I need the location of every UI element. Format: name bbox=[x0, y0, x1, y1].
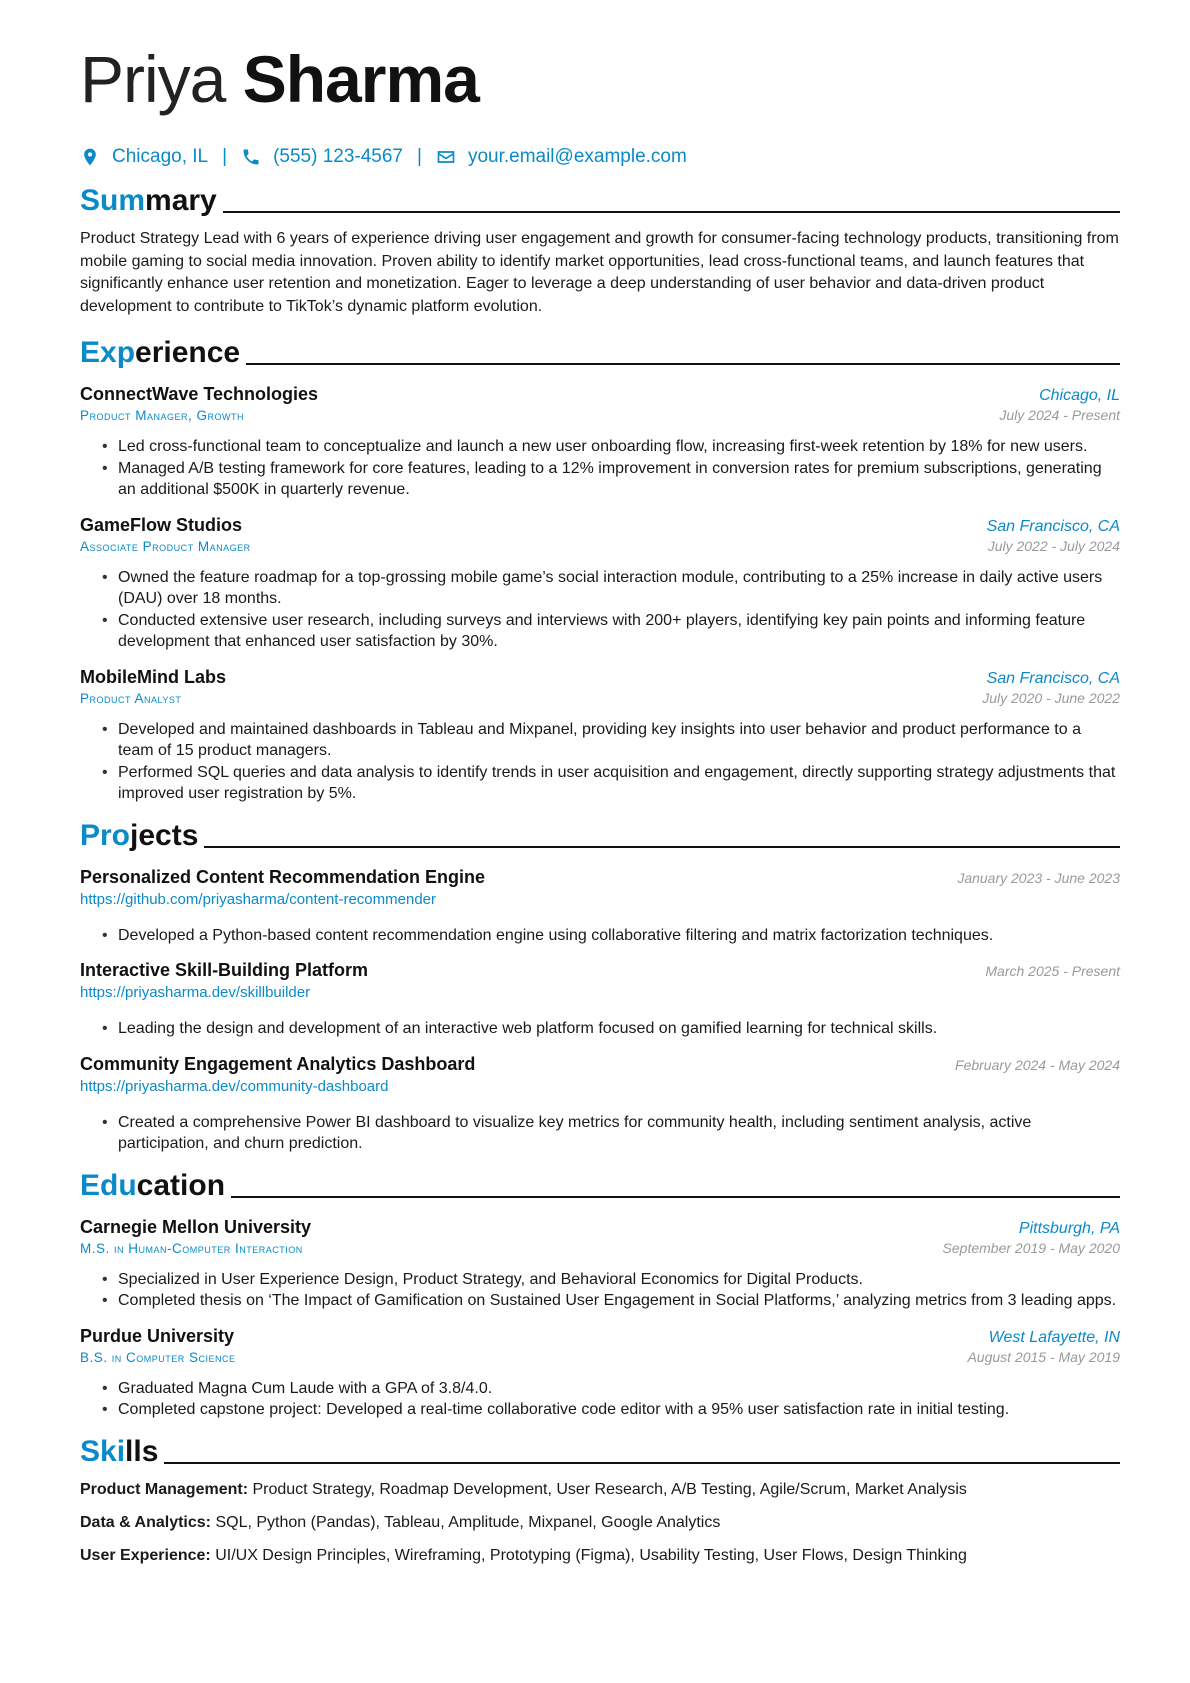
project-dates: March 2025 - Present bbox=[985, 963, 1120, 979]
bullet-item: • Completed thesis on ‘The Impact of Gamification on Sustained User Engagement in Social Platforms,’ analyzing metrics from 3 leading apps. bbox=[102, 1290, 1120, 1312]
summary-text: Product Strategy Lead with 6 years of experience driving user engagement and growth for consumer-facing technology products, transitioning from mobile gaming to social media innovation. Proven ability to identify market opportunities, lead cross-functional teams, and launch features that significantly enhance user retention and monetization. Eager to leverage a deep understanding of user behavior and data-driven product development to contribute to TikTok’s dynamic platform evolution. bbox=[80, 230, 1119, 315]
job-location: San Francisco, CA bbox=[986, 669, 1120, 687]
project-entry bbox=[80, 1052, 1120, 1155]
job-role: Associate Product Manager bbox=[80, 538, 251, 554]
job-role: Product Manager, Growth bbox=[80, 408, 244, 423]
school-location: Pittsburgh, PA bbox=[1018, 1219, 1120, 1237]
contact-phone[interactable] bbox=[241, 146, 403, 168]
project-dates: February 2024 - May 2024 bbox=[955, 1056, 1120, 1073]
bullet-list bbox=[102, 1269, 1120, 1312]
company-name: ConnectWave Technologies bbox=[80, 384, 319, 404]
project-link[interactable]: https://priyasharma.dev/community-dashboard bbox=[80, 1077, 389, 1095]
school-name: Carnegie Mellon University bbox=[80, 1216, 312, 1237]
skill-line bbox=[80, 1545, 1120, 1567]
phone-icon bbox=[241, 147, 261, 167]
job-location: San Francisco, CA bbox=[986, 517, 1120, 535]
bullet-item: • Created a comprehensive Power BI dashboard to visualize key metrics for community health, including sentiment analysis, active participation, and churn prediction. bbox=[102, 1112, 1120, 1155]
bullet-item: • Performed SQL queries and data analysis to identify trends in user acquisition and engagement, directly supporting strategy adjustments that improved user registration by 5%. bbox=[102, 762, 1120, 805]
bullet-item: • Conducted extensive user research, including surveys and interviews with 200+ players, identifying key pain points and informing feature development that enhanced user satisfaction by 30%. bbox=[102, 610, 1120, 653]
section-rule bbox=[231, 1196, 1120, 1198]
section-education-heading: Education bbox=[80, 1165, 1120, 1203]
map-pin-icon bbox=[80, 147, 100, 167]
skill-category: Data & Analytics: bbox=[80, 1513, 211, 1531]
experience-entry bbox=[80, 665, 1120, 805]
project-entry bbox=[80, 958, 1120, 1040]
project-link[interactable]: https://github.com/priyasharma/content-recommender bbox=[80, 890, 436, 908]
project-title: Personalized Content Recommendation Engine bbox=[80, 866, 486, 887]
bullet-item: • Led cross-functional team to conceptualize and launch a new user onboarding flow, increasing first-week retention by 18% for new users. bbox=[102, 436, 1120, 458]
bullet-list bbox=[102, 925, 1120, 947]
bullet-list bbox=[102, 567, 1120, 653]
degree: B.S. in Computer Science bbox=[80, 1349, 236, 1365]
project-title: Community Engagement Analytics Dashboard bbox=[80, 1053, 476, 1074]
project-title: Interactive Skill-Building Platform bbox=[80, 960, 369, 980]
skill-values: SQL, Python (Pandas), Tableau, Amplitude, Mixpanel, Google Analytics bbox=[215, 1513, 721, 1531]
section-rule bbox=[204, 846, 1120, 848]
project-dates: January 2023 - June 2023 bbox=[957, 869, 1120, 886]
bullet-list bbox=[102, 1018, 1120, 1040]
project-entry bbox=[80, 865, 1120, 947]
education-list bbox=[80, 1215, 1120, 1421]
skill-line bbox=[80, 1479, 1120, 1501]
education-entry bbox=[80, 1324, 1120, 1421]
candidate-name bbox=[80, 44, 1120, 116]
job-dates: July 2024 - Present bbox=[999, 407, 1120, 423]
company-name: MobileMind Labs bbox=[80, 666, 226, 687]
skill-line bbox=[80, 1512, 1120, 1534]
job-dates: July 2022 - July 2024 bbox=[987, 537, 1120, 554]
section-rule bbox=[223, 211, 1120, 213]
company-name: GameFlow Studios bbox=[80, 514, 243, 535]
contact-separator: | bbox=[222, 146, 228, 167]
section-summary-heading: Summary bbox=[80, 180, 1120, 218]
contact-separator: | bbox=[417, 146, 422, 167]
skill-values: UI/UX Design Principles, Wireframing, Prototyping (Figma), Usability Testing, User Flows, Design Thinking bbox=[215, 1546, 967, 1564]
section-experience-heading: Experience bbox=[80, 332, 1120, 370]
school-name: Purdue University bbox=[80, 1325, 235, 1346]
location-text: Chicago, IL bbox=[112, 146, 209, 167]
section-projects-heading: Projects bbox=[80, 815, 1120, 853]
bullet-list bbox=[102, 1378, 1120, 1421]
bullet-item: • Developed a Python-based content recommendation engine using collaborative filtering and matrix factorization techniques. bbox=[102, 925, 1120, 947]
section-rule bbox=[164, 1462, 1120, 1464]
experience-entry bbox=[80, 382, 1120, 501]
first-name: Priya bbox=[80, 42, 226, 116]
contact-location bbox=[80, 146, 208, 168]
skill-category: Product Management: bbox=[80, 1480, 249, 1498]
experience-list bbox=[80, 382, 1120, 805]
bullet-item: • Leading the design and development of an interactive web platform focused on gamified learning for technical skills. bbox=[102, 1018, 1120, 1040]
project-link[interactable]: https://priyasharma.dev/skillbuilder bbox=[80, 984, 311, 1001]
bullet-item: • Specialized in User Experience Design, Product Strategy, and Behavioral Economics for Digital Products. bbox=[102, 1269, 1120, 1291]
bullet-item: • Graduated Magna Cum Laude with a GPA of 3.8/4.0. bbox=[102, 1378, 1120, 1400]
last-name: Sharma bbox=[242, 42, 479, 116]
job-location: Chicago, IL bbox=[1039, 387, 1120, 404]
education-dates: August 2015 - May 2019 bbox=[967, 1348, 1120, 1365]
school-location: West Lafayette, IN bbox=[988, 1328, 1120, 1346]
education-entry bbox=[80, 1215, 1120, 1312]
skill-category: User Experience: bbox=[80, 1546, 211, 1564]
bullet-item: • Completed capstone project: Developed a real-time collaborative code editor with a 95% user satisfaction rate in initial testing. bbox=[102, 1399, 1120, 1421]
bullet-list bbox=[102, 719, 1120, 805]
phone-text: (555) 123-4567 bbox=[273, 146, 403, 167]
section-rule bbox=[246, 363, 1120, 365]
skills-list bbox=[80, 1479, 1120, 1567]
envelope-icon bbox=[436, 147, 456, 167]
education-dates: September 2019 - May 2020 bbox=[942, 1239, 1120, 1256]
job-dates: July 2020 - June 2022 bbox=[982, 689, 1120, 706]
bullet-item: • Owned the feature roadmap for a top-grossing mobile game’s social interaction module, contributing to a 25% increase in daily active users (DAU) over 18 months. bbox=[102, 567, 1120, 610]
skill-values: Product Strategy, Roadmap Development, User Research, A/B Testing, Agile/Scrum, Market Analysis bbox=[252, 1480, 967, 1498]
section-skills-heading: Skills bbox=[80, 1431, 1120, 1469]
bullet-list bbox=[102, 436, 1120, 501]
contact-line bbox=[80, 144, 1120, 170]
resume-page bbox=[80, 44, 1120, 1578]
bullet-item: • Developed and maintained dashboards in Tableau and Mixpanel, providing key insights into user behavior and product performance to a team of 15 product managers. bbox=[102, 719, 1120, 762]
degree: M.S. in Human-Computer Interaction bbox=[80, 1240, 303, 1256]
bullet-item: • Managed A/B testing framework for core features, leading to a 12% improvement in conversion rates for premium subscriptions, generating an additional $500K in quarterly revenue. bbox=[102, 458, 1120, 501]
email-text: your.email@example.com bbox=[467, 146, 687, 167]
bullet-list bbox=[102, 1112, 1120, 1155]
contact-email[interactable] bbox=[436, 146, 687, 168]
job-role: Product Analyst bbox=[80, 690, 182, 706]
experience-entry bbox=[80, 513, 1120, 653]
projects-list bbox=[80, 865, 1120, 1155]
